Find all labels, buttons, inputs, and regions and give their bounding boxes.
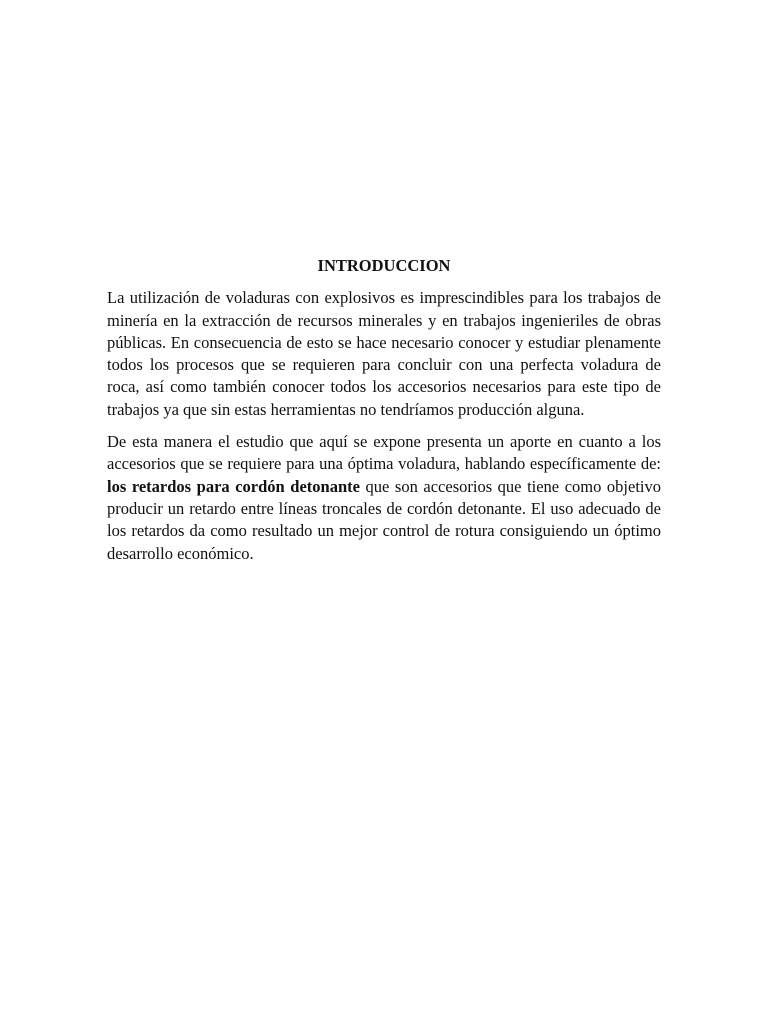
paragraph-2-conclusion: que son accesorios que tiene como objetivo producir un retardo entre líneas troncales de cordón detonante. El uso adecuado de los retardos da como resultado un mejor control de rotura consiguiendo un óptimo desarrollo económico. <box>107 476 661 563</box>
paragraph-1: La utilización de voladuras con explosivos es imprescindibles para los trabajos de minería en la extracción de recursos minerales y en trabajos ingenieriles de obras públicas. En consecuencia de esto se hace necesario conocer y estudiar plenamente todos los procesos que se requieren para concluir con una perfecta voladura de roca, así como también conocer todos los accesorios necesarios para este tipo de trabajos ya que sin estas herramientas no tendríamos producción alguna. <box>107 288 661 419</box>
paragraph-2-intro: De esta manera el estudio que aquí se expone presenta un aporte en cuanto a los accesorios que se requiere para una óptima voladura, hablando específicamente de: <box>107 432 661 474</box>
page-title: INTRODUCCION <box>317 256 451 275</box>
paragraph-2-emphasis: los retardos para cordón detonante <box>107 476 360 496</box>
paragraph-2 <box>107 431 661 565</box>
document-body <box>107 255 661 575</box>
